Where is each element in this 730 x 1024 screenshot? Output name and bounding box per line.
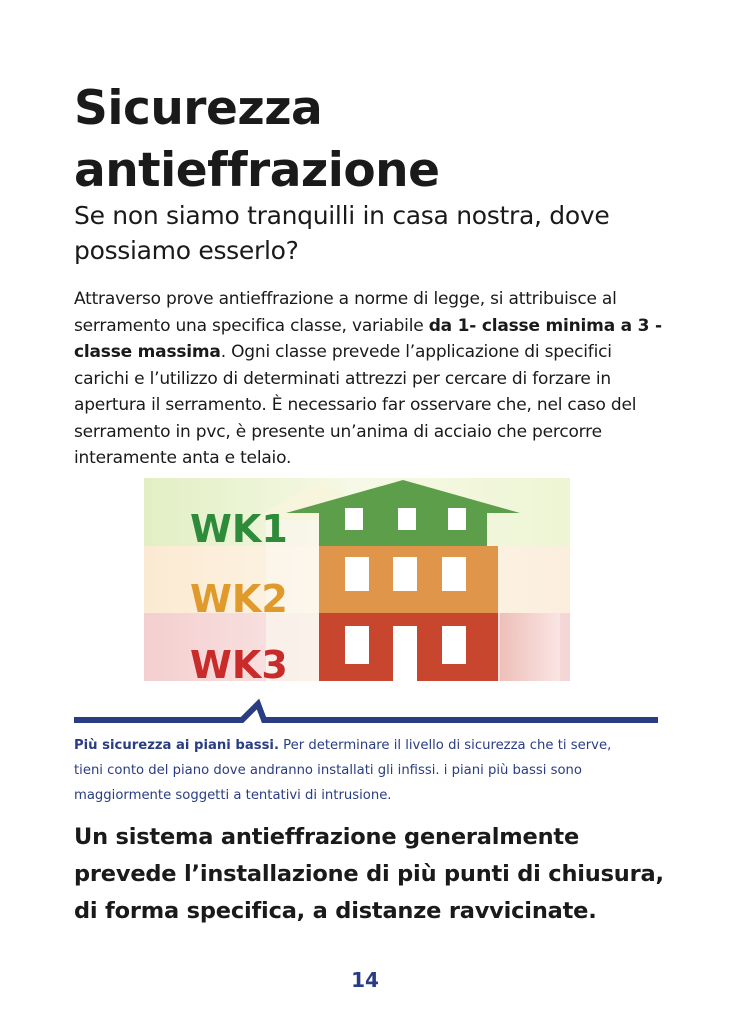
body-text-part2: . Ogni classe prevede l’applicazione di specifici carichi e l’utilizzo di determinati attrezzi per cercare di forzare in apertura il serramento. È necessario far osservare che, nel caso del serramento in pvc, è presente un’anima di acciaio che percorre interamente anta e telaio. [74,342,637,468]
title-line-1: Sicurezza [74,81,323,136]
window [345,557,369,591]
level-label-wk1: WK1 [190,507,288,551]
closing-statement: Un sistema antieffrazione generalmente prevede l’installazione di più punti di chiusura, di forma specifica, a distanze ravvicinate. [74,824,664,924]
body-paragraph [74,286,664,472]
note-lead: Più sicurezza ai piani bassi. [74,738,279,753]
security-note [74,733,634,808]
red-right-fade [500,613,560,681]
level-label-wk3: WK3 [190,643,288,681]
speech-divider [74,696,658,732]
title-line-2: antieffrazione [74,143,440,198]
window [393,557,417,591]
window [345,508,363,530]
body-text-bold: da 1- classe minima a 3 - classe massima [74,315,662,362]
security-levels-illustration [144,478,570,681]
level-label-wk2: WK2 [190,577,288,621]
window [345,626,369,664]
window [448,508,466,530]
window [398,508,416,530]
page-subtitle: Se non siamo tranquilli in casa nostra, dove possiamo esserlo? [74,201,610,265]
page-title [74,78,674,202]
body-text-part1: Attraverso prove antieffrazione a norme di legge, si attribuisce al serramento una specifica classe, variabile [74,289,617,336]
door [393,626,417,681]
window [442,557,466,591]
page-number: 14 [351,968,379,992]
note-text: Per determinare il livello di sicurezza che ti serve, tieni conto del piano dove andranno installati gli infissi. i piani più bassi sono maggiormente soggetti a tentativi di intrusione. [74,738,612,803]
window [442,626,466,664]
